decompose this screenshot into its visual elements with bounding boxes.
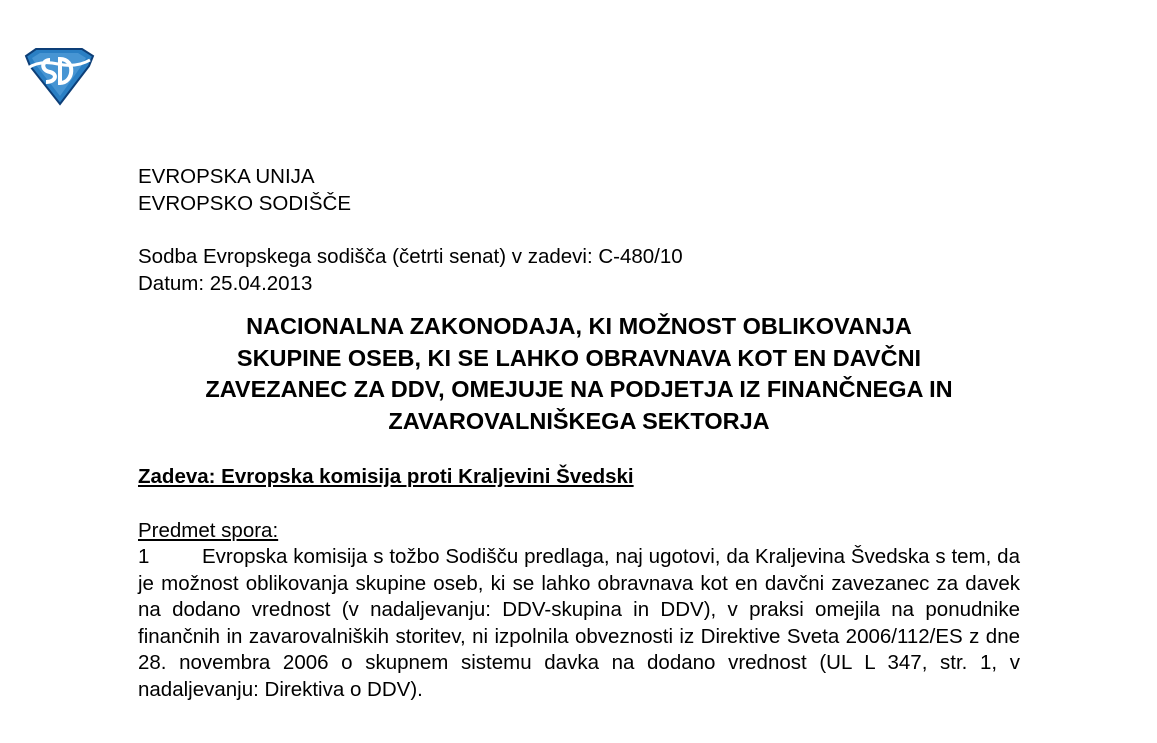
title-line-3: ZAVEZANEC ZA DDV, OMEJUJE NA PODJETJA IZ FINANČNEGA IN xyxy=(205,376,953,402)
subject-heading: Predmet spora: xyxy=(138,518,279,542)
sd-logo xyxy=(22,48,96,106)
header-court: EVROPSKO SODIŠČE xyxy=(138,191,352,215)
title-line-1: NACIONALNA ZAKONODAJA, KI MOŽNOST OBLIKOVANJA xyxy=(246,313,912,339)
document-title xyxy=(138,311,1020,437)
document-page xyxy=(138,164,1020,703)
paragraph-text: Evropska komisija s tožbo Sodišču predlaga, naj ugotovi, da Kraljevina Švedska s tem, da je možnost oblikovanja skupine oseb, ki se lahko obravnava kot en davčni zavezanec za davek na dodano vrednost (v nadaljevanju: DDV-skupina in DDV), v praksi omejila na ponudnike finančnih in zavarovalniških storitev, ni izpolnila obveznosti iz Direktive Sveta 2006/112/ES z dne 28. novembra 2006 o skupnem sistemu davka na dodano vrednost (UL L 347, str. 1, v nadaljevanju: Direktiva o DDV). xyxy=(138,545,1020,701)
judgment-reference: Sodba Evropskega sodišča (četrti senat) v zadevi: C-480/10 xyxy=(138,245,683,268)
header-union: EVROPSKA UNIJA xyxy=(138,165,315,188)
paragraph-1 xyxy=(138,544,1020,703)
title-line-4: ZAVAROVALNIŠKEGA SEKTORJA xyxy=(388,407,770,434)
judgment-date: Datum: 25.04.2013 xyxy=(138,271,313,295)
paragraph-number: 1 xyxy=(138,545,150,568)
case-heading: Zadeva: Evropska komisija proti Kraljevini Švedski xyxy=(138,465,634,488)
title-line-2: SKUPINE OSEB, KI SE LAHKO OBRAVNAVA KOT EN DAVČNI xyxy=(236,344,922,371)
